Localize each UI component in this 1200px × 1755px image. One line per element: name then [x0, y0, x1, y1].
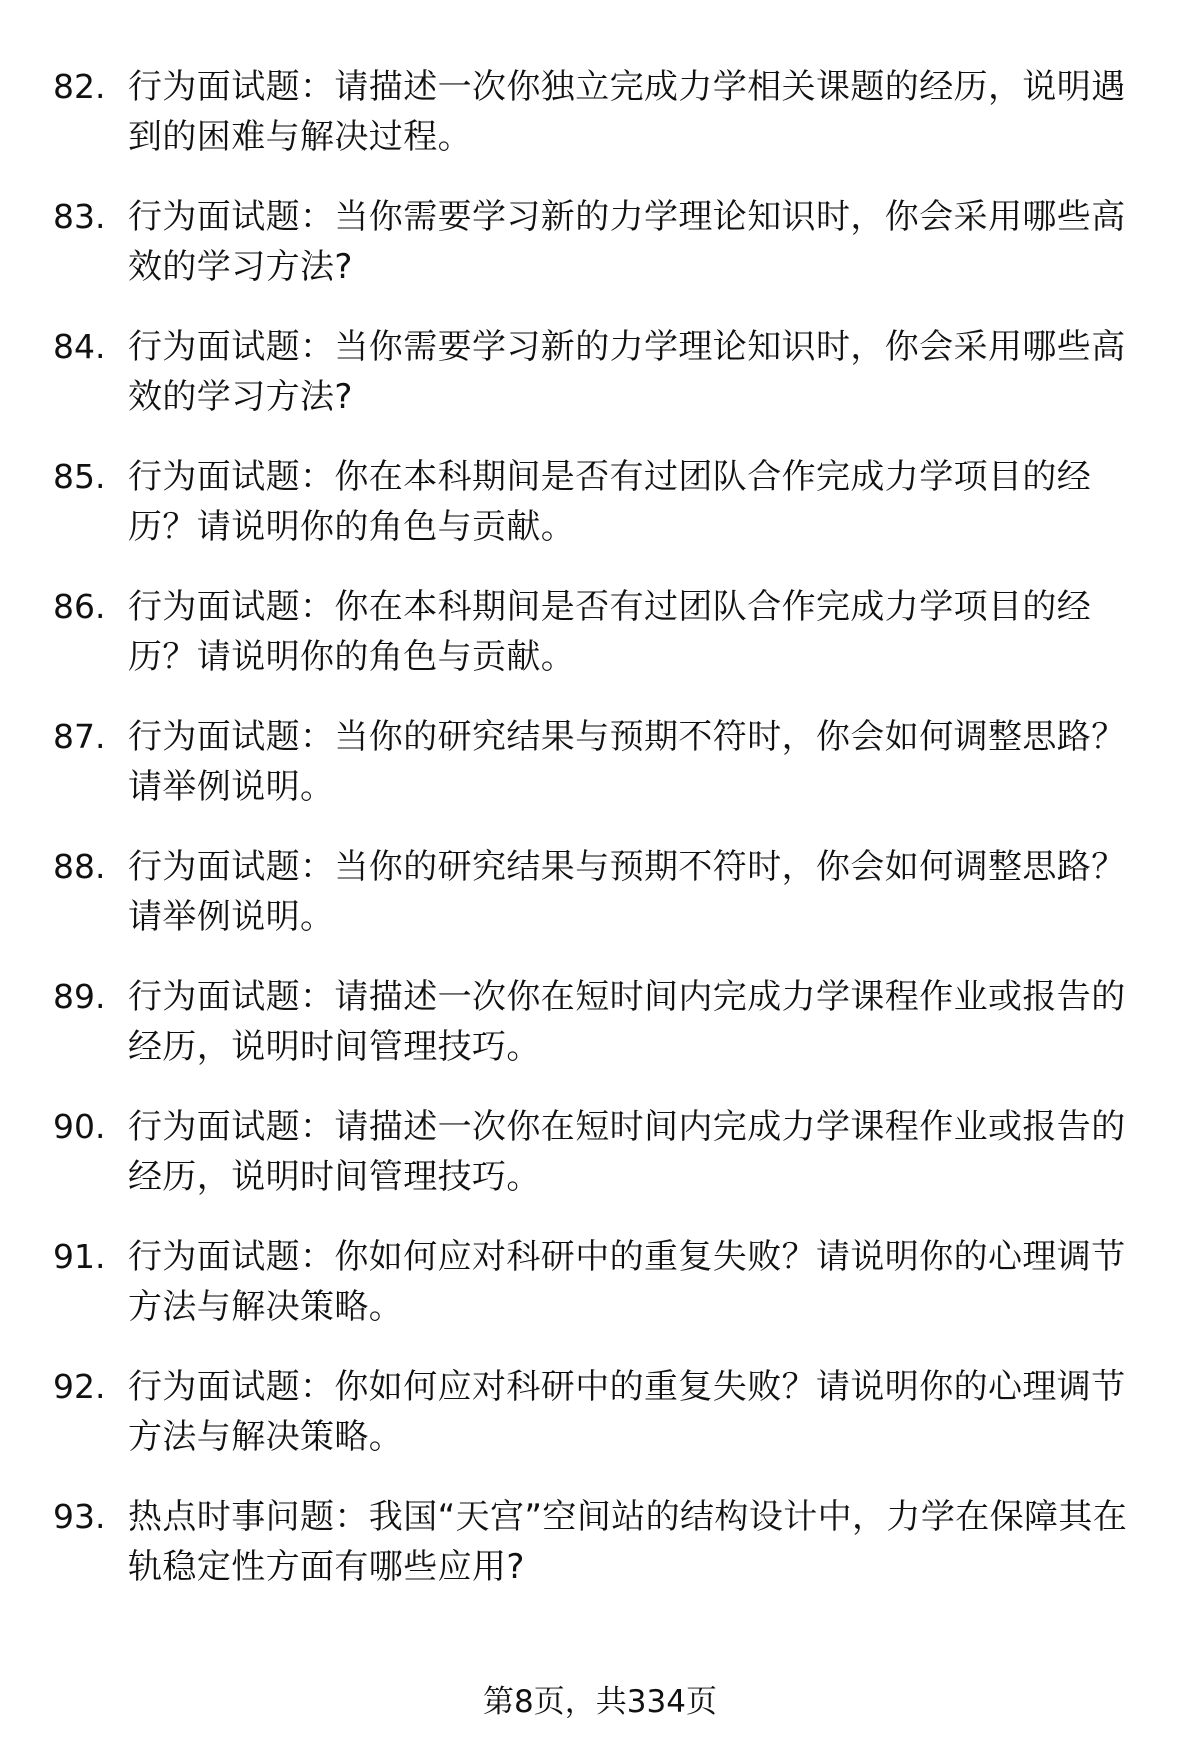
page-footer: 第8页，共334页 — [483, 1684, 717, 1720]
list-item — [0, 322, 1200, 452]
question-number: 91. — [53, 1237, 106, 1276]
question-number: 90. — [53, 1107, 106, 1146]
question-text: 行为面试题：你如何应对科研中的重复失败？请说明你的心理调节方法与解决策略。 — [128, 1237, 1126, 1327]
question-text: 行为面试题：你在本科期间是否有过团队合作完成力学项目的经历？请说明你的角色与贡献。 — [128, 457, 1092, 547]
question-text: 行为面试题：当你需要学习新的力学理论知识时，你会采用哪些高效的学习方法? — [128, 197, 1126, 287]
question-number: 83. — [53, 197, 106, 236]
question-number: 85. — [53, 457, 106, 496]
question-text: 行为面试题：你如何应对科研中的重复失败？请说明你的心理调节方法与解决策略。 — [128, 1367, 1126, 1457]
question-text: 热点时事问题：我国“天宫”空间站的结构设计中，力学在保障其在轨稳定性方面有哪些应用? — [128, 1497, 1128, 1587]
list-item — [0, 1102, 1200, 1232]
list-item — [0, 192, 1200, 322]
list-item — [0, 452, 1200, 582]
list-item — [0, 62, 1200, 192]
question-text: 行为面试题：请描述一次你在短时间内完成力学课程作业或报告的经历，说明时间管理技巧。 — [128, 1107, 1126, 1197]
question-text: 行为面试题：当你需要学习新的力学理论知识时，你会采用哪些高效的学习方法? — [128, 327, 1126, 417]
question-text: 行为面试题：请描述一次你独立完成力学相关课题的经历，说明遇到的困难与解决过程。 — [128, 67, 1126, 157]
list-item — [0, 1492, 1200, 1622]
list-item — [0, 712, 1200, 842]
question-number: 92. — [53, 1367, 106, 1406]
list-item — [0, 1362, 1200, 1492]
question-number: 93. — [53, 1497, 106, 1536]
question-number: 82. — [53, 67, 106, 106]
question-number: 87. — [53, 717, 106, 756]
question-number: 86. — [53, 587, 106, 626]
question-text: 行为面试题：请描述一次你在短时间内完成力学课程作业或报告的经历，说明时间管理技巧。 — [128, 977, 1126, 1067]
question-number: 89. — [53, 977, 106, 1016]
list-item — [0, 842, 1200, 972]
question-number: 84. — [53, 327, 106, 366]
question-number: 88. — [53, 847, 106, 886]
list-item — [0, 1232, 1200, 1362]
question-text: 行为面试题：当你的研究结果与预期不符时，你会如何调整思路？请举例说明。 — [128, 847, 1126, 937]
question-text: 行为面试题：你在本科期间是否有过团队合作完成力学项目的经历？请说明你的角色与贡献。 — [128, 587, 1092, 677]
list-item — [0, 972, 1200, 1102]
question-text: 行为面试题：当你的研究结果与预期不符时，你会如何调整思路？请举例说明。 — [128, 717, 1126, 807]
question-list — [0, 62, 1200, 1622]
list-item — [0, 582, 1200, 712]
